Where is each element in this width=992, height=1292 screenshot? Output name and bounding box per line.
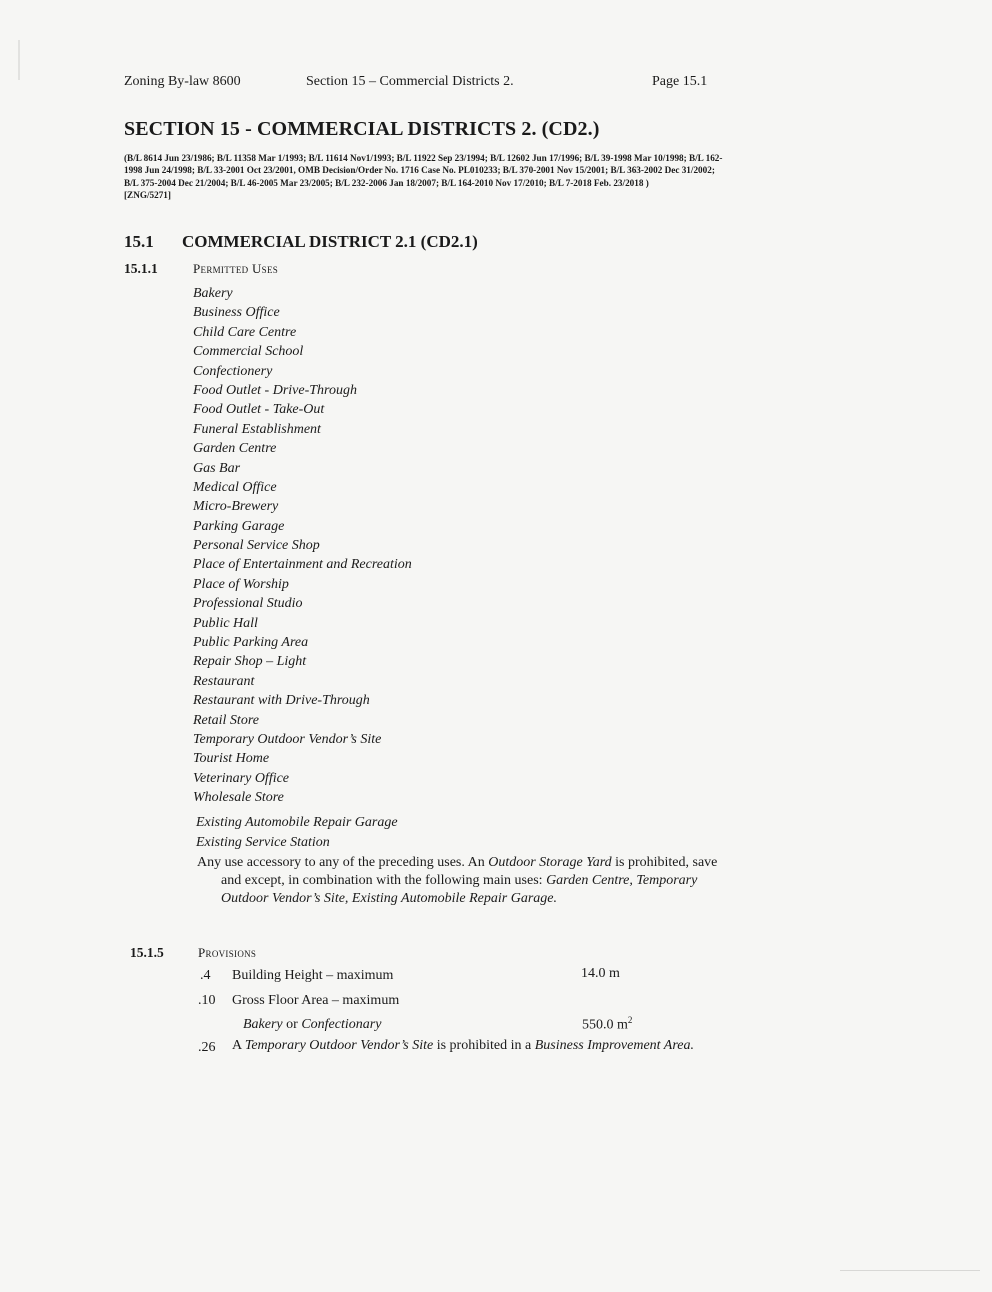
provision-text: A: [232, 1038, 245, 1053]
gfa-value-text: 550.0 m: [582, 1017, 628, 1033]
list-item: Repair Shop – Light: [193, 654, 307, 670]
list-item: Public Parking Area: [193, 635, 309, 651]
list-item: Funeral Establishment: [193, 421, 321, 437]
district-title: COMMERCIAL DISTRICT 2.1 (CD2.1): [182, 232, 478, 251]
bakery-term: Bakery: [243, 1017, 283, 1032]
provision-number: .10: [198, 993, 216, 1008]
building-height-value: 14.0 m: [581, 966, 620, 981]
accessory-text: Any use accessory to any of the preceding uses. An: [197, 855, 489, 870]
list-item: Bakery: [193, 286, 233, 301]
list-item: Wholesale Store: [193, 790, 284, 806]
building-height-label: Building Height – maximum: [232, 968, 394, 983]
list-item: Restaurant with Drive-Through: [193, 693, 370, 709]
district-number: 15.1: [124, 232, 154, 251]
list-item: Business Office: [193, 305, 280, 321]
outdoor-storage-yard-term: Outdoor Storage Yard: [488, 855, 612, 870]
list-item: Confectionery: [193, 363, 273, 379]
list-item: Food Outlet - Take-Out: [193, 402, 325, 418]
list-item: Existing Automobile Repair Garage: [196, 815, 398, 830]
list-item: Gas Bar: [193, 460, 241, 476]
existing-uses-list: [196, 813, 398, 853]
accessory-use-clause: [197, 854, 731, 908]
permitted-uses-heading: Permitted Uses: [193, 261, 279, 276]
permitted-uses-list: [193, 284, 412, 808]
list-item: Medical Office: [193, 479, 277, 495]
amendment-history: [124, 152, 724, 202]
gfa-unit-superscript: 2: [627, 1015, 633, 1025]
list-item: Garden Centre: [193, 441, 277, 457]
list-item: Place of Entertainment and Recreation: [193, 557, 412, 573]
list-item: Child Care Centre: [193, 324, 297, 340]
header-bylaw: Zoning By-law 8600: [124, 74, 241, 89]
accessory-main-uses: Garden Centre, Temporary Outdoor Vendor’s Site, Existing Automobile Repair Garage.: [221, 873, 698, 906]
provision-text: is prohibited in a: [433, 1038, 535, 1053]
scan-artifact: [18, 40, 20, 80]
list-item: Retail Store: [193, 712, 259, 728]
vendor-site-term: Temporary Outdoor Vendor’s Site: [244, 1038, 434, 1053]
file-reference: [ZNG/5271]: [124, 190, 171, 201]
list-item: Existing Service Station: [196, 835, 330, 850]
accessory-text: is prohibited, save and except, in combination with the following main uses:: [221, 855, 718, 888]
list-item: Personal Service Shop: [193, 538, 320, 554]
list-item: Place of Worship: [193, 576, 289, 592]
list-item: Commercial School: [193, 344, 304, 360]
list-item: Public Hall: [193, 615, 258, 631]
provision-number: .26: [198, 1040, 216, 1055]
or-text: or: [282, 1017, 302, 1032]
list-item: Veterinary Office: [193, 770, 290, 786]
list-item: Temporary Outdoor Vendor’s Site: [193, 731, 382, 747]
list-item: Food Outlet - Drive-Through: [193, 382, 357, 398]
list-item: Professional Studio: [193, 596, 303, 612]
section-title: SECTION 15 - COMMERCIAL DISTRICTS 2. (CD2.): [124, 118, 600, 140]
business-improvement-area-term: Business Improvement Area.: [534, 1038, 695, 1053]
list-item: Tourist Home: [193, 751, 270, 767]
list-item: Restaurant: [193, 673, 255, 689]
provisions-heading: Provisions: [198, 945, 257, 960]
confectionary-term: Confectionary: [301, 1017, 382, 1032]
permitted-uses-number: 15.1.1: [124, 261, 158, 276]
header-section: Section 15 – Commercial Districts 2.: [306, 74, 514, 89]
gfa-use-label: [243, 1017, 381, 1033]
header-page-number: Page 15.1: [652, 74, 708, 89]
provisions-number: 15.1.5: [130, 945, 164, 960]
vendor-site-provision: [232, 1036, 712, 1055]
gross-floor-area-value: [582, 1015, 632, 1034]
gross-floor-area-label: Gross Floor Area – maximum: [232, 993, 400, 1008]
provision-number: .4: [200, 968, 211, 983]
amendment-list: (B/L 8614 Jun 23/1986; B/L 11358 Mar 1/1993; B/L 11614 Nov1/1993; B/L 11922 Sep 23/1994; B/L 12602 Jun 17/1996; B/L 39-1998 Mar 10/1998; B/L 162-1998 Jun 24/1998; B/L 33-2001 Oct 23/2001, OMB Decision/Order No. 1716 Case No. PL010233; B/L 370-2001 Nov 15/2001; B/L 363-2002 Dec 31/2002; B/L 375-2004 Dec 21/2004; B/L 46-2005 Mar 23/2005; B/L 232-2006 Jan 18/2007; B/L 164-2010 Nov 17/2010; B/L 7-2018 Feb. 23/2018 ): [124, 153, 723, 188]
scan-artifact: [840, 1270, 980, 1271]
list-item: Parking Garage: [193, 518, 285, 534]
list-item: Micro-Brewery: [193, 499, 279, 515]
